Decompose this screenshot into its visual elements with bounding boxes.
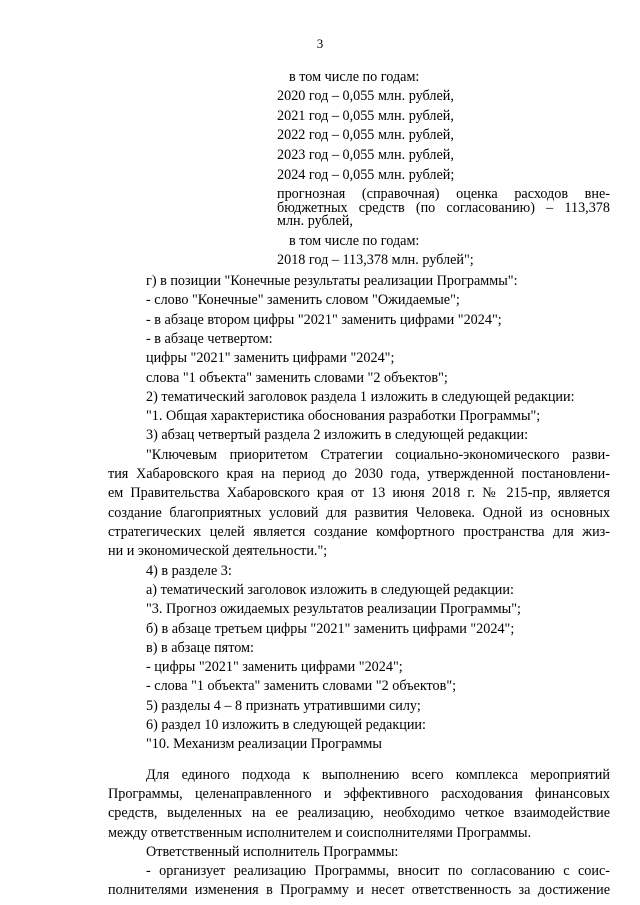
text-line: бюджетных средств (по согласованию) – 113,378 <box>277 200 610 216</box>
text-line: создание благоприятных условий для развития Человека. Одной из основных <box>108 505 610 521</box>
text-line: - слова "1 объекта" заменить словами "2 объектов"; <box>146 678 457 694</box>
text-line: 2) тематический заголовок раздела 1 изложить в следующей редакции: <box>146 389 575 405</box>
text-line: "Ключевым приоритетом Стратегии социально-экономического разви- <box>146 447 610 463</box>
text-line: между ответственным исполнителем и соисполнителями Программы. <box>108 825 532 841</box>
text-line: прогнозная (справочная) оценка расходов вне- <box>277 186 610 202</box>
text-line: а) тематический заголовок изложить в следующей редакции: <box>146 582 514 598</box>
text-line: в том числе по годам: <box>289 233 420 249</box>
page-number: 3 <box>316 36 324 51</box>
text-line: средств, выделенных на ее реализацию, необходимо четкое взаимодействие <box>108 805 610 821</box>
text-line: 5) разделы 4 – 8 признать утратившими силу; <box>146 698 421 714</box>
text-line: млн. рублей, <box>277 213 353 229</box>
text-line: 2024 год – 0,055 млн. рублей; <box>277 167 455 183</box>
text-line: - в абзаце втором цифры "2021" заменить цифрами "2024"; <box>146 312 502 328</box>
text-line: ем Правительства Хабаровского края от 13 июня 2018 г. № 215-пр, является <box>108 485 610 501</box>
text-line: "3. Прогноз ожидаемых результатов реализации Программы"; <box>146 601 521 617</box>
text-line: - в абзаце четвертом: <box>146 331 273 347</box>
text-line: 2021 год – 0,055 млн. рублей, <box>277 108 454 124</box>
text-line: 3) абзац четвертый раздела 2 изложить в следующей редакции: <box>146 427 529 443</box>
text-line: 2023 год – 0,055 млн. рублей, <box>277 147 454 163</box>
text-line: - слово "Конечные" заменить словом "Ожидаемые"; <box>146 292 460 308</box>
text-line: стратегических целей является создание комфортного пространства для жиз- <box>108 524 610 540</box>
text-line: - организует реализацию Программы, вносит по согласованию с соис- <box>146 863 610 879</box>
text-line: Для единого подхода к выполнению всего комплекса мероприятий <box>146 767 610 783</box>
text-line: Ответственный исполнитель Программы: <box>146 844 399 860</box>
text-line: Программы, целенаправленного и эффективного расходования финансовых <box>108 786 610 802</box>
text-line: "10. Механизм реализации Программы <box>146 736 382 752</box>
text-line: 2018 год – 113,378 млн. рублей"; <box>277 252 474 268</box>
text-line: 2022 год – 0,055 млн. рублей, <box>277 127 454 143</box>
text-line: 2020 год – 0,055 млн. рублей, <box>277 88 454 104</box>
text-line: "1. Общая характеристика обоснования разработки Программы"; <box>146 408 541 424</box>
text-line: тия Хабаровского края на период до 2030 года, утвержденной постановлени- <box>108 466 610 482</box>
text-line: в) в абзаце пятом: <box>146 640 254 656</box>
text-line: 4) в разделе 3: <box>146 563 232 579</box>
text-line: б) в абзаце третьем цифры "2021" заменить цифрами "2024"; <box>146 621 515 637</box>
text-line: ни и экономической деятельности."; <box>108 543 328 559</box>
text-line: в том числе по годам: <box>289 69 420 85</box>
text-line: цифры "2021" заменить цифрами "2024"; <box>146 350 395 366</box>
text-line: слова "1 объекта" заменить словами "2 объектов"; <box>146 370 448 386</box>
text-line: г) в позиции "Конечные результаты реализации Программы": <box>146 273 518 289</box>
text-line: полнителями изменения в Программу и несет ответственность за достижение <box>108 882 610 898</box>
text-line: 6) раздел 10 изложить в следующей редакции: <box>146 717 426 733</box>
text-line: - цифры "2021" заменить цифрами "2024"; <box>146 659 403 675</box>
